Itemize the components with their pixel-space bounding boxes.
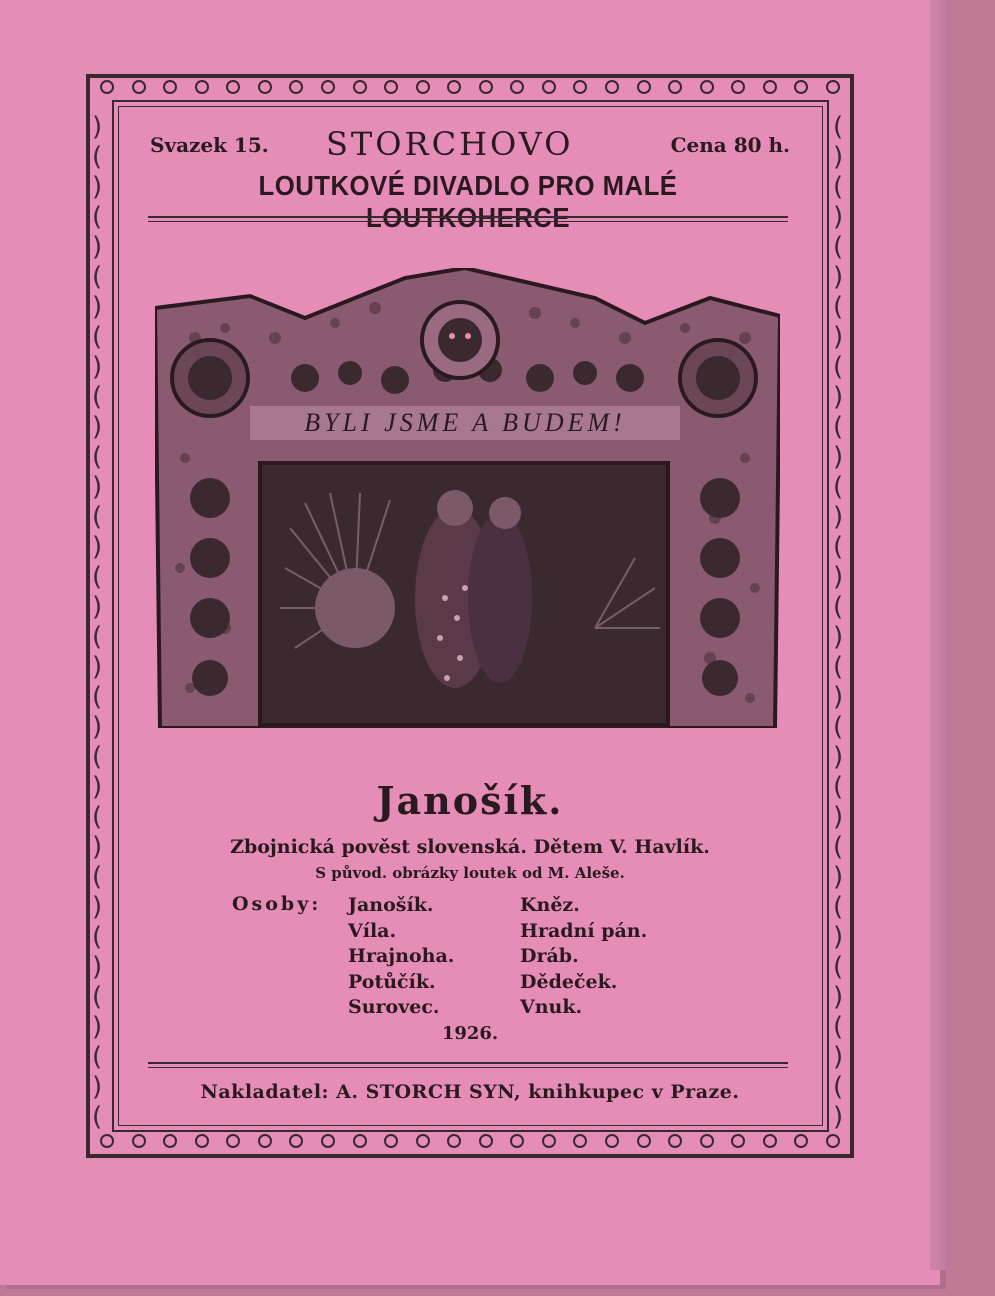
- person-name: Dědeček.: [520, 970, 618, 993]
- bottom-ornament-row: [100, 1134, 840, 1156]
- puppet-theatre-stage-illustration: [155, 268, 780, 728]
- series-title: LOUTKOVÉ DIVADLO PRO MALÉ LOUTKOHERCE: [258, 170, 678, 233]
- page-edge: [930, 0, 950, 1270]
- issue-number: Svazek 15.: [150, 133, 269, 157]
- publisher-brand: STORCHOVO: [326, 125, 574, 163]
- person-name: Janošík.: [348, 894, 434, 916]
- person-name: Dráb.: [520, 945, 579, 967]
- person-name: Potůčík.: [348, 970, 436, 993]
- publication-year: 1926.: [441, 1023, 499, 1044]
- person-name: Hrajnoha.: [348, 945, 455, 967]
- persons-label: Osoby:: [232, 893, 322, 915]
- play-subtitle: Zbojnická pověst slovenská. Dětem V. Havlík.: [230, 836, 710, 858]
- persons-list-left: [348, 893, 454, 1021]
- person-name: Vnuk.: [520, 996, 583, 1018]
- price-label: Cena 80 h.: [670, 133, 790, 157]
- person-name: Hradní pán.: [520, 919, 648, 942]
- footer-rule-thin: [148, 1067, 788, 1068]
- person-name: Víla.: [348, 919, 397, 942]
- publisher-line: Nakladatel: A. STORCH SYN, knihkupec v Praze.: [200, 1081, 740, 1103]
- person-name: Surovec.: [348, 996, 440, 1018]
- right-scroll-ornament: ( ) ( ) ( ) ( ) ( ) ( ) ( ) ( ) ( ) ( ) ( ) ( ) ( ) ( ) ( ) ( ) ( ): [833, 112, 844, 1132]
- stage-motto: BYLI JSME A BUDEM!: [304, 408, 626, 437]
- header-rule-thin: [148, 221, 788, 222]
- play-title: Janošík.: [376, 778, 564, 823]
- header-rule: [148, 216, 788, 218]
- left-scroll-ornament: ) ( ) ( ) ( ) ( ) ( ) ( ) ( ) ( ) ( ) ( ) ( ) ( ) ( ) ( ) ( ) ( ) (: [92, 112, 103, 1132]
- persons-list-right: [520, 893, 647, 1021]
- person-name: Kněz.: [520, 894, 580, 916]
- footer-rule: [148, 1062, 788, 1064]
- top-ornament-row: [100, 80, 840, 102]
- illustrations-note: S původ. obrázky loutek od M. Aleše.: [315, 864, 625, 882]
- cover-header: [150, 125, 790, 165]
